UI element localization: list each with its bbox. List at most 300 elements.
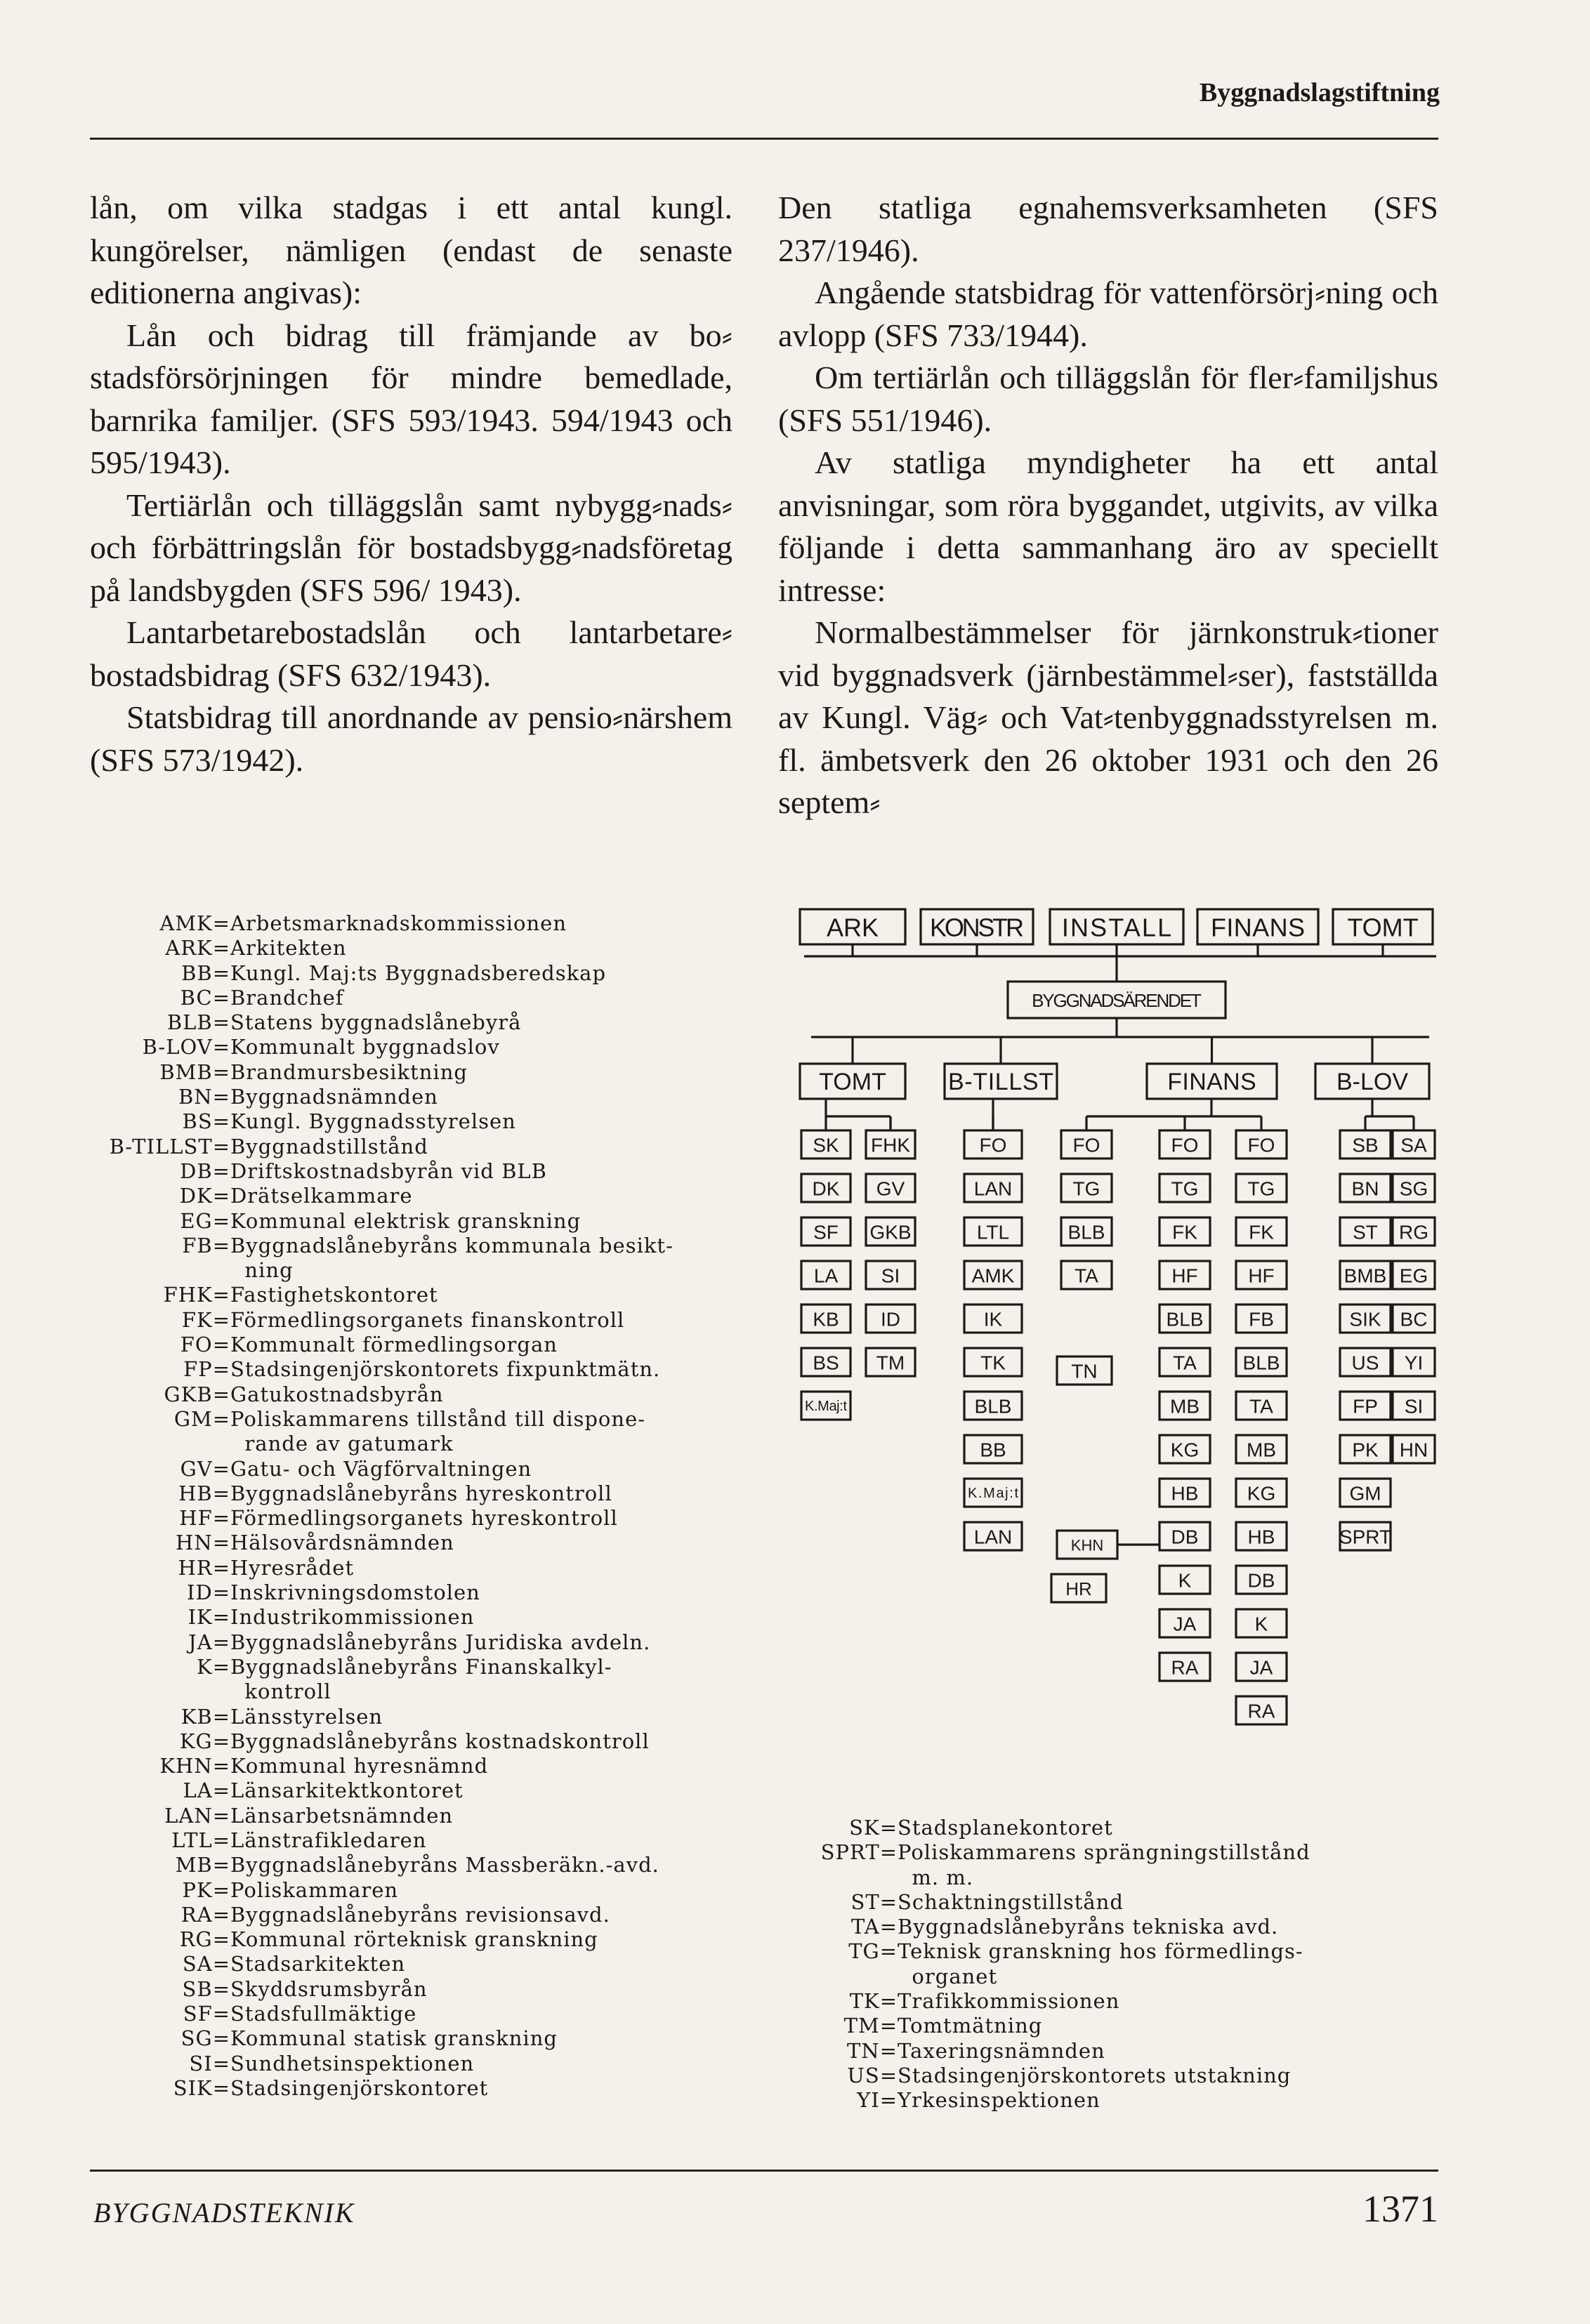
node-label: BN — [1351, 1177, 1379, 1200]
left-text-column — [90, 187, 732, 781]
abbreviation-meaning: Trafikkommissionen — [898, 1989, 1120, 2014]
diagram-node — [1159, 1130, 1210, 1158]
node-label: SA — [1400, 1134, 1427, 1156]
paragraph: Lantarbetarebostadslån och lantarbetare⸗bostadsbidrag (SFS 632/1943). — [90, 614, 732, 693]
abbreviation-entry — [90, 1903, 674, 1927]
paragraph: Den statliga egnahemsverksamheten (SFS 237/1946). — [778, 190, 1438, 268]
abbreviation-meaning: Inskrivningsdomstolen — [230, 1580, 480, 1605]
diagram-node — [1236, 1653, 1287, 1681]
node-label: BLB — [1166, 1308, 1204, 1331]
paragraph: lån, om vilka stadgas i ett antal kungl. kungörelser, nämligen (endast de senaste editionerna angivas): — [90, 190, 732, 310]
node-label: KG — [1247, 1482, 1276, 1505]
abbreviation-code: BLB= — [166, 1010, 230, 1035]
node-label: GKB — [869, 1221, 912, 1243]
abbreviation-code: FHK= — [163, 1283, 230, 1307]
abbreviation-code: EG= — [180, 1208, 230, 1233]
abbreviation-code: BS= — [182, 1109, 230, 1134]
abbreviation-meaning: Stadsplanekontoret — [898, 1816, 1113, 1840]
diagram-node — [1340, 1305, 1391, 1333]
abbreviation-code: KHN= — [159, 1754, 230, 1778]
abbreviation-meaning: Byggnadstillstånd — [230, 1134, 428, 1158]
node-label: SPRT — [1339, 1526, 1392, 1548]
node-label: DK — [812, 1177, 840, 1200]
abbreviation-code: HR= — [178, 1555, 230, 1580]
abbreviation-meaning: Hälsovårdsnämnden — [230, 1531, 454, 1555]
node-label: SB — [1352, 1134, 1379, 1156]
abbreviation-meaning: Industrikommissionen — [230, 1605, 475, 1630]
node-label: FO — [1072, 1134, 1100, 1156]
abbreviation-code: US= — [847, 2063, 898, 2087]
node-label: TK — [980, 1352, 1006, 1374]
diagram-node — [801, 1305, 850, 1333]
diagram-node — [1236, 1305, 1287, 1333]
right-text-column — [778, 187, 1438, 824]
abbreviation-meaning: Kommunalt byggnadslov — [230, 1035, 500, 1059]
abbreviation-meaning: Länsarkitektkontoret — [230, 1778, 464, 1803]
abbreviation-entry — [787, 2039, 1310, 2064]
page-header-title: Byggnadslagstiftning — [1199, 78, 1440, 107]
abbreviation-meaning: Kommunal elektrisk granskning — [230, 1208, 582, 1233]
diagram-node — [800, 1064, 905, 1099]
diagram-node — [1236, 1348, 1287, 1376]
diagram-node — [866, 1348, 915, 1376]
abbreviation-entry — [90, 1828, 674, 1853]
abbreviation-meaning: Kungl. Byggnadsstyrelsen — [230, 1109, 516, 1134]
node-label: FO — [1247, 1134, 1275, 1156]
abbreviation-code: DK= — [179, 1184, 230, 1208]
abbreviation-code: KG= — [179, 1729, 230, 1753]
abbreviation-entry — [787, 2088, 1310, 2113]
abbreviation-entry — [90, 1754, 674, 1778]
abbreviation-code: SB= — [182, 1976, 230, 2001]
abbreviation-entry — [90, 1705, 674, 1729]
abbreviation-entry — [90, 1853, 674, 1877]
abbreviation-code: SG= — [180, 2026, 230, 2051]
abbreviation-meaning: Sundhetsinspektionen — [230, 2051, 475, 2075]
paragraph: Tertiärlån och tilläggslån samt nybygg⸗nads⸗ och förbättringslån för bostadsbygg⸗nadsföretag på landsbygden (SFS 596/ 1943). — [90, 487, 732, 608]
abbreviation-code: ID= — [186, 1580, 230, 1605]
node-label: BS — [813, 1352, 839, 1374]
node-label: FB — [1249, 1308, 1274, 1331]
abbreviation-code: KB= — [180, 1704, 230, 1729]
abbreviation-entry — [90, 1184, 674, 1208]
diagram-node — [801, 1217, 850, 1246]
node-label: TOMT — [819, 1069, 886, 1095]
node-label: B-LOV — [1336, 1069, 1409, 1095]
abbreviation-entry — [90, 1679, 674, 1704]
abbreviation-entry — [787, 1965, 1310, 1989]
diagram-node — [801, 1174, 850, 1202]
diagram-node — [1340, 1217, 1391, 1246]
diagram-node — [945, 1064, 1057, 1099]
diagram-node — [964, 1174, 1022, 1202]
diagram-node — [1159, 1261, 1210, 1289]
diagram-node — [964, 1130, 1022, 1158]
abbreviation-meaning: Gatu- och Vägförvaltningen — [230, 1456, 532, 1481]
diagram-node — [1159, 1348, 1210, 1376]
diagram-node — [1393, 1217, 1435, 1246]
node-label: DB — [1171, 1526, 1199, 1548]
abbreviation-entry — [90, 1135, 674, 1159]
diagram-node — [1061, 1174, 1112, 1202]
diagram-node — [1061, 1261, 1112, 1289]
abbreviation-code: SI= — [189, 2051, 230, 2075]
abbreviation-meaning: Statens byggnadslånebyrå — [230, 1010, 522, 1035]
node-label: KHN — [1070, 1536, 1104, 1554]
abbreviation-code: ARK= — [165, 936, 230, 960]
abbreviation-code — [90, 1258, 230, 1283]
node-label: HF — [1248, 1265, 1275, 1287]
abbreviation-entry — [90, 1506, 674, 1531]
abbreviation-entry — [90, 961, 674, 986]
abbreviation-meaning: Stadsingenjörskontorets utstakning — [898, 2063, 1292, 2087]
diagram-node — [1315, 1064, 1429, 1099]
node-label: B-TILLST — [948, 1069, 1053, 1095]
abbreviation-entry — [90, 1308, 674, 1333]
abbreviation-entry — [90, 1778, 674, 1803]
abbreviation-code: HF= — [179, 1506, 230, 1531]
abbreviation-code: PK= — [182, 1877, 230, 1902]
abbreviation-meaning: Arbetsmarknadskommissionen — [230, 911, 567, 935]
node-label: SF — [813, 1221, 839, 1243]
abbreviation-code: TA= — [851, 1915, 898, 1939]
abbreviation-entry — [90, 1556, 674, 1580]
abbreviation-meaning: Byggnadslånebyråns tekniska avd. — [898, 1915, 1279, 1939]
abbreviation-entry — [787, 1939, 1310, 1964]
node-label: GM — [1349, 1482, 1381, 1505]
abbreviation-entry — [90, 911, 674, 936]
abbreviation-code: HN= — [176, 1531, 230, 1555]
diagram-node — [1159, 1609, 1210, 1637]
diagram-node — [866, 1305, 915, 1333]
abbreviation-entry — [90, 1432, 674, 1456]
diagram-node — [1339, 1522, 1391, 1550]
abbreviation-meaning: Schaktningstillstånd — [898, 1889, 1124, 1914]
diagram-node — [1236, 1261, 1287, 1289]
diagram-node — [1197, 909, 1318, 944]
diagram-node — [1057, 1531, 1117, 1559]
diagram-node — [1236, 1130, 1287, 1158]
diagram-node — [1159, 1305, 1210, 1333]
abbreviation-meaning: Byggnadsnämnden — [230, 1085, 438, 1109]
abbreviation-code: FP= — [183, 1357, 230, 1382]
diagram-node — [1236, 1566, 1287, 1594]
abbreviation-meaning: Länsarbetsnämnden — [230, 1803, 454, 1828]
node-label: TOMT — [1347, 913, 1419, 942]
abbreviation-meaning: Byggnadslånebyråns kommunala besikt- — [230, 1233, 674, 1257]
diagram-node — [964, 1348, 1022, 1376]
abbreviation-meaning: ning — [230, 1258, 294, 1283]
node-label: SI — [881, 1265, 900, 1287]
paragraph: Statsbidrag till anordnande av pensio⸗närshem (SFS 573/1942). — [90, 699, 732, 778]
abbreviation-meaning: Förmedlingsorganets hyreskontroll — [230, 1506, 618, 1531]
abbreviation-meaning: m. m. — [898, 1865, 974, 1889]
abbreviation-meaning: Länstrafikledaren — [230, 1828, 427, 1852]
abbreviation-entry — [90, 1630, 674, 1655]
diagram-node — [866, 1217, 915, 1246]
abbreviation-code: GV= — [180, 1456, 230, 1481]
diagram-node — [1393, 1305, 1435, 1333]
diagram-node — [866, 1130, 915, 1158]
abbreviation-meaning: Kungl. Maj:ts Byggnadsberedskap — [230, 960, 607, 985]
node-label: SIK — [1349, 1308, 1381, 1331]
node-label: MB — [1170, 1395, 1200, 1418]
node-label: JA — [1173, 1613, 1197, 1635]
abbreviation-code: ST= — [850, 1889, 898, 1914]
node-label: BLB — [1067, 1221, 1105, 1243]
node-label: ID — [881, 1308, 900, 1331]
diagram-node — [1147, 1064, 1277, 1099]
abbreviation-code: SF= — [183, 2002, 230, 2026]
node-label: FINANS — [1211, 913, 1305, 942]
diagram-node — [1061, 1130, 1112, 1158]
abbreviation-entry — [787, 1915, 1310, 1939]
diagram-node — [1236, 1435, 1287, 1463]
abbreviation-meaning: Tomtmätning — [898, 2014, 1043, 2038]
diagram-node — [1340, 1392, 1391, 1420]
abbreviation-entry — [90, 1481, 674, 1506]
abbreviation-entry — [90, 1729, 674, 1754]
abbreviation-code: TK= — [849, 1989, 898, 2014]
abbreviation-meaning: Byggnadslånebyråns Massberäkn.-avd. — [230, 1853, 659, 1877]
node-label: FHK — [871, 1134, 910, 1156]
node-label: FK — [1172, 1221, 1197, 1243]
diagram-node — [1236, 1522, 1287, 1550]
abbreviation-code: FK= — [181, 1307, 230, 1332]
abbreviation-code — [90, 1679, 230, 1704]
diagram-node — [1340, 1348, 1391, 1376]
abbreviation-meaning: Stadsarkitekten — [230, 1952, 406, 1976]
diagram-node — [1236, 1609, 1287, 1637]
abbreviation-meaning: Poliskammaren — [230, 1877, 399, 1902]
abbreviation-entry — [90, 1234, 674, 1258]
node-label: BYGGNADSÄRENDET — [1032, 990, 1202, 1011]
node-label: BC — [1400, 1308, 1428, 1331]
paragraph: Av statliga myndigheter ha ett antal anvisningar, som röra byggandet, utgivits, av vilka följande i detta sammanhang äro av speciellt intresse: — [778, 444, 1438, 608]
abbreviation-meaning: Byggnadslånebyråns hyreskontroll — [230, 1481, 612, 1505]
node-label: BLB — [1242, 1352, 1280, 1374]
abbreviation-entry — [90, 1159, 674, 1184]
abbreviation-entry — [787, 1890, 1310, 1915]
diagram-node — [964, 1217, 1022, 1246]
node-label: TA — [1173, 1352, 1197, 1374]
abbreviation-entry — [90, 1085, 674, 1109]
abbreviation-entry — [90, 1580, 674, 1605]
abbreviation-entry — [90, 1977, 674, 2002]
diagram-node — [964, 1479, 1022, 1507]
node-label: EG — [1399, 1265, 1428, 1287]
abbreviation-meaning: Kommunal statisk granskning — [230, 2026, 558, 2051]
node-label: FO — [979, 1134, 1007, 1156]
node-label: IK — [983, 1308, 1003, 1331]
node-label: ST — [1353, 1221, 1378, 1243]
abbreviation-code: LTL= — [171, 1828, 230, 1852]
diagram-node — [1159, 1174, 1210, 1202]
abbreviation-entry — [787, 1816, 1310, 1840]
building-permit-diagram — [790, 899, 1443, 1762]
diagram-node — [1159, 1522, 1210, 1550]
abbreviation-entry — [90, 1457, 674, 1481]
diagram-node — [1051, 1574, 1106, 1602]
diagram-node — [1236, 1479, 1287, 1507]
diagram-node — [1393, 1130, 1435, 1158]
node-label: SK — [813, 1134, 839, 1156]
diagram-node — [1340, 1435, 1391, 1463]
diagram-node — [1159, 1435, 1210, 1463]
diagram-node — [801, 1261, 850, 1289]
diagram-node — [921, 909, 1033, 944]
abbreviation-meaning: kontroll — [230, 1679, 331, 1704]
node-label: TG — [1072, 1177, 1100, 1200]
abbreviation-code: SPRT= — [820, 1840, 898, 1865]
diagram-node — [964, 1261, 1022, 1289]
abbreviation-entry — [90, 1258, 674, 1283]
node-label: BLB — [974, 1395, 1012, 1418]
abbreviation-code — [787, 1965, 898, 1989]
diagram-node — [1159, 1217, 1210, 1246]
diagram-node — [801, 1392, 850, 1420]
abbreviation-meaning: Skyddsrumsbyrån — [230, 1976, 428, 2001]
diagram-node — [1393, 1261, 1435, 1289]
page-number: 1371 — [1362, 2188, 1438, 2230]
paragraph: Normalbestämmelser för järnkonstruk⸗tioner vid byggnadsverk (järnbestämmel⸗ser), fastställda av Kungl. Väg⸗ och Vat⸗tenbyggnadsstyrelsen m. fl. ämbetsverk den 26 oktober 1931 och den 26 septem⸗ — [778, 614, 1438, 820]
node-label: BMB — [1343, 1265, 1387, 1287]
diagram-node — [1236, 1217, 1287, 1246]
abbreviation-code: JA= — [188, 1630, 230, 1654]
diagram-node — [1159, 1653, 1210, 1681]
diagram-node — [1393, 1348, 1435, 1376]
abbreviation-meaning: Brandchef — [230, 985, 344, 1010]
node-label: BB — [980, 1439, 1006, 1461]
abbreviation-code: FB= — [182, 1233, 230, 1257]
header-rule — [90, 138, 1438, 140]
abbreviation-meaning: Kommunalt förmedlingsorgan — [230, 1333, 558, 1357]
node-label: HN — [1399, 1439, 1428, 1461]
abbreviation-meaning: Teknisk granskning hos förmedlings- — [898, 1939, 1303, 1964]
diagram-node — [1236, 1392, 1287, 1420]
node-label: TN — [1071, 1360, 1098, 1382]
node-label: FK — [1249, 1221, 1274, 1243]
abbreviation-meaning: Byggnadslånebyråns Juridiska avdeln. — [230, 1630, 651, 1654]
abbreviation-meaning: rande av gatumark — [230, 1432, 454, 1456]
paragraph: Om tertiärlån och tilläggslån för fler⸗familjshus (SFS 551/1946). — [778, 359, 1438, 438]
abbreviation-code: BMB= — [159, 1059, 230, 1084]
abbreviation-entry — [90, 2076, 674, 2101]
abbreviation-entry — [90, 1804, 674, 1828]
node-label: K — [1178, 1569, 1192, 1592]
node-label: SI — [1404, 1395, 1424, 1418]
abbreviation-code: SIK= — [173, 2075, 230, 2100]
diagram-node — [1236, 1174, 1287, 1202]
abbreviation-code: RG= — [179, 1927, 230, 1952]
abbreviation-code: DB= — [180, 1158, 230, 1183]
node-label: AMK — [971, 1265, 1015, 1287]
paragraph: Lån och bidrag till främjande av bo⸗stadsförsörjningen för mindre bemedlade, barnrika familjer. (SFS 593/1943. 594/1943 och 595/1943). — [90, 317, 732, 480]
abbreviation-meaning: Stadsingenjörskontoret — [230, 2075, 489, 2100]
abbreviation-meaning: Stadsingenjörskontorets fixpunktmätn. — [230, 1357, 661, 1382]
abbreviation-meaning: Gatukostnadsbyrån — [230, 1382, 444, 1406]
diagram-node — [1057, 1356, 1112, 1385]
abbreviation-code — [787, 1866, 898, 1890]
node-label: FINANS — [1167, 1069, 1256, 1095]
node-label: TG — [1247, 1177, 1275, 1200]
diagram-node — [964, 1435, 1022, 1463]
node-label: LAN — [973, 1526, 1013, 1548]
abbreviation-entry — [90, 1283, 674, 1307]
diagram-node — [964, 1392, 1022, 1420]
abbreviation-list-right — [787, 1816, 1310, 2113]
diagram-node — [866, 1174, 915, 1202]
node-label: US — [1351, 1352, 1379, 1374]
abbreviation-entry — [90, 1655, 674, 1679]
abbreviation-meaning: Kommunal rörteknisk granskning — [230, 1927, 598, 1952]
abbreviation-entry — [90, 1382, 674, 1407]
paragraph: Angående statsbidrag för vattenförsörj⸗ning och avlopp (SFS 733/1944). — [778, 275, 1438, 353]
abbreviation-code: IK= — [188, 1605, 230, 1630]
abbreviation-entry — [90, 1878, 674, 1903]
node-label: TA — [1249, 1395, 1273, 1418]
abbreviation-meaning: organet — [898, 1964, 998, 1988]
abbreviation-entry — [90, 1035, 674, 1059]
abbreviation-meaning: Kommunal hyresnämnd — [230, 1754, 489, 1778]
abbreviation-code: BN= — [178, 1085, 230, 1109]
diagram-node — [964, 1522, 1022, 1550]
abbreviation-code: SA= — [182, 1952, 230, 1976]
abbreviation-code: SK= — [849, 1816, 898, 1840]
node-label: LAN — [973, 1177, 1013, 1200]
abbreviation-code: LAN= — [164, 1803, 230, 1828]
node-label: FO — [1171, 1134, 1199, 1156]
diagram-node — [801, 1348, 850, 1376]
abbreviation-code: BC= — [180, 985, 230, 1010]
diagram-node — [1008, 982, 1226, 1018]
abbreviation-meaning: Poliskammarens tillstånd till dispone- — [230, 1406, 646, 1431]
footer-rule — [90, 2170, 1438, 2172]
abbreviation-entry — [90, 1605, 674, 1630]
abbreviation-entry — [787, 2064, 1310, 2088]
abbreviation-meaning: Länsstyrelsen — [230, 1704, 383, 1729]
diagram-node — [1340, 1174, 1391, 1202]
node-label: PK — [1352, 1439, 1379, 1461]
node-label: MB — [1247, 1439, 1276, 1461]
node-label: HF — [1171, 1265, 1198, 1287]
abbreviation-meaning: Byggnadslånebyråns revisionsavd. — [230, 1902, 610, 1927]
abbreviation-meaning: Byggnadslånebyråns kostnadskontroll — [230, 1729, 650, 1753]
abbreviation-meaning: Brandmursbesiktning — [230, 1059, 468, 1084]
diagram-node — [801, 1130, 850, 1158]
node-label: HB — [1171, 1482, 1199, 1505]
abbreviation-meaning: Hyresrådet — [230, 1555, 355, 1580]
abbreviation-entry — [787, 1866, 1310, 1890]
abbreviation-code: K= — [197, 1654, 230, 1679]
abbreviation-code: AMK= — [159, 911, 230, 935]
abbreviation-entry — [90, 986, 674, 1010]
abbreviation-entry — [90, 1531, 674, 1555]
abbreviation-entry — [90, 1333, 674, 1357]
abbreviation-entry — [90, 936, 674, 960]
abbreviation-code: FO= — [180, 1333, 230, 1357]
abbreviation-entry — [90, 2052, 674, 2076]
node-label: JA — [1249, 1656, 1273, 1679]
abbreviation-entry — [90, 2026, 674, 2051]
diagram-node — [866, 1261, 915, 1289]
diagram-node — [1340, 1130, 1391, 1158]
diagram-node — [1340, 1261, 1391, 1289]
node-label: K — [1254, 1613, 1268, 1635]
abbreviation-code: TN= — [846, 2038, 898, 2063]
node-label: INSTALL — [1061, 913, 1172, 942]
abbreviation-code: BB= — [181, 960, 230, 985]
